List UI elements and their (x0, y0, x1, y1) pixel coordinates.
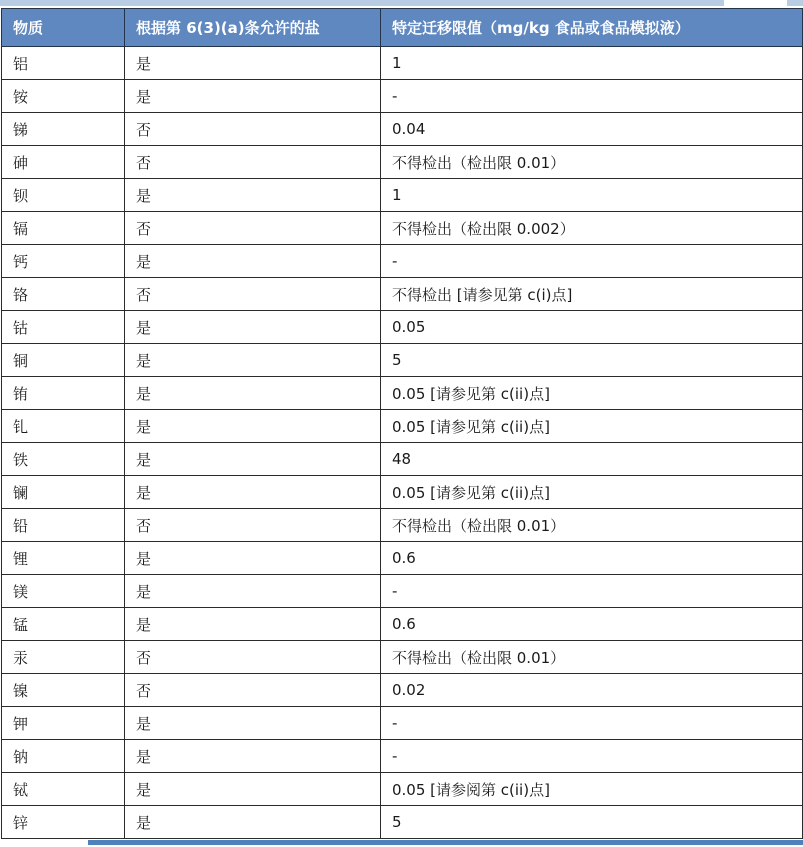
migration-limit-cell: 0.04 (381, 113, 803, 146)
substance-cell: 汞 (2, 641, 125, 674)
substance-cell: 钡 (2, 179, 125, 212)
permitted-salt-cell: 是 (125, 608, 381, 641)
permitted-salt-cell: 否 (125, 509, 381, 542)
substance-cell: 钾 (2, 707, 125, 740)
table-row (2, 146, 803, 179)
migration-limit-cell: - (381, 575, 803, 608)
table-row (2, 245, 803, 278)
table-row (2, 113, 803, 146)
substance-cell: 铁 (2, 443, 125, 476)
migration-limit-cell: - (381, 80, 803, 113)
permitted-salt-cell: 是 (125, 542, 381, 575)
table-row (2, 377, 803, 410)
permitted-salt-cell: 是 (125, 311, 381, 344)
table-row (2, 608, 803, 641)
permitted-salt-cell: 否 (125, 641, 381, 674)
permitted-salt-cell: 是 (125, 707, 381, 740)
table-row (2, 806, 803, 839)
migration-limit-cell: - (381, 740, 803, 773)
top-selection-strip-fragment (787, 0, 803, 6)
migration-limit-cell: 0.05 [请参见第 c(ii)点] (381, 377, 803, 410)
substance-cell: 镉 (2, 212, 125, 245)
table-row (2, 707, 803, 740)
permitted-salt-cell: 否 (125, 212, 381, 245)
permitted-salt-cell: 是 (125, 179, 381, 212)
substance-cell: 砷 (2, 146, 125, 179)
top-selection-strip (0, 0, 724, 6)
permitted-salt-cell: 是 (125, 773, 381, 806)
migration-limit-cell: 5 (381, 806, 803, 839)
table-body (2, 47, 803, 839)
migration-limit-cell: 不得检出（检出限 0.002） (381, 212, 803, 245)
substance-cell: 铜 (2, 344, 125, 377)
substance-cell: 钴 (2, 311, 125, 344)
permitted-salt-cell: 是 (125, 443, 381, 476)
substance-cell: 铕 (2, 377, 125, 410)
permitted-salt-cell: 是 (125, 806, 381, 839)
permitted-salt-cell: 是 (125, 476, 381, 509)
migration-limit-cell: 1 (381, 179, 803, 212)
migration-limit-cell: 0.05 (381, 311, 803, 344)
migration-limit-cell: 不得检出（检出限 0.01） (381, 641, 803, 674)
table-row (2, 179, 803, 212)
table-row (2, 509, 803, 542)
permitted-salt-cell: 否 (125, 146, 381, 179)
migration-limit-cell: 0.05 [请参见第 c(ii)点] (381, 410, 803, 443)
migration-limit-cell: 1 (381, 47, 803, 80)
migration-limit-cell: 0.02 (381, 674, 803, 707)
table-row (2, 542, 803, 575)
col-header-permitted-salt: 根据第 6(3)(a)条允许的盐 (125, 9, 381, 47)
migration-limit-cell: 0.6 (381, 542, 803, 575)
table-row (2, 674, 803, 707)
substance-cell: 镍 (2, 674, 125, 707)
table-row (2, 641, 803, 674)
substance-cell: 钆 (2, 410, 125, 443)
permitted-salt-cell: 是 (125, 410, 381, 443)
table-header-row (2, 9, 803, 47)
bottom-blue-bar (88, 840, 803, 845)
permitted-salt-cell: 是 (125, 80, 381, 113)
substance-cell: 铵 (2, 80, 125, 113)
substance-cell: 锂 (2, 542, 125, 575)
permitted-salt-cell: 是 (125, 575, 381, 608)
migration-limit-cell: 5 (381, 344, 803, 377)
substance-cell: 铽 (2, 773, 125, 806)
substance-cell: 钙 (2, 245, 125, 278)
table-row (2, 575, 803, 608)
permitted-salt-cell: 否 (125, 278, 381, 311)
table-row (2, 344, 803, 377)
substance-cell: 锰 (2, 608, 125, 641)
table-row (2, 278, 803, 311)
migration-limit-cell: 0.05 [请参见第 c(ii)点] (381, 476, 803, 509)
substance-cell: 铝 (2, 47, 125, 80)
migration-limit-cell: 不得检出 [请参见第 c(i)点] (381, 278, 803, 311)
table-row (2, 443, 803, 476)
substance-cell: 镧 (2, 476, 125, 509)
migration-limit-cell: - (381, 707, 803, 740)
permitted-salt-cell: 是 (125, 344, 381, 377)
permitted-salt-cell: 是 (125, 740, 381, 773)
migration-limits-table (1, 8, 803, 839)
col-header-migration-limit: 特定迁移限值（mg/kg 食品或食品模拟液） (381, 9, 803, 47)
migration-limit-cell: 不得检出（检出限 0.01） (381, 509, 803, 542)
substance-cell: 锌 (2, 806, 125, 839)
permitted-salt-cell: 是 (125, 377, 381, 410)
substance-cell: 镁 (2, 575, 125, 608)
permitted-salt-cell: 否 (125, 113, 381, 146)
permitted-salt-cell: 是 (125, 245, 381, 278)
migration-limit-cell: - (381, 245, 803, 278)
migration-limit-cell: 不得检出（检出限 0.01） (381, 146, 803, 179)
table-row (2, 80, 803, 113)
substance-cell: 铬 (2, 278, 125, 311)
migration-limit-cell: 0.05 [请参阅第 c(ii)点] (381, 773, 803, 806)
substance-cell: 钠 (2, 740, 125, 773)
permitted-salt-cell: 是 (125, 47, 381, 80)
substance-cell: 铅 (2, 509, 125, 542)
migration-limit-cell: 48 (381, 443, 803, 476)
substance-cell: 锑 (2, 113, 125, 146)
table-row (2, 47, 803, 80)
table-row (2, 212, 803, 245)
table-row (2, 476, 803, 509)
table-row (2, 773, 803, 806)
migration-limit-cell: 0.6 (381, 608, 803, 641)
col-header-substance: 物质 (2, 9, 125, 47)
table-row (2, 410, 803, 443)
permitted-salt-cell: 否 (125, 674, 381, 707)
table-row (2, 740, 803, 773)
table-row (2, 311, 803, 344)
